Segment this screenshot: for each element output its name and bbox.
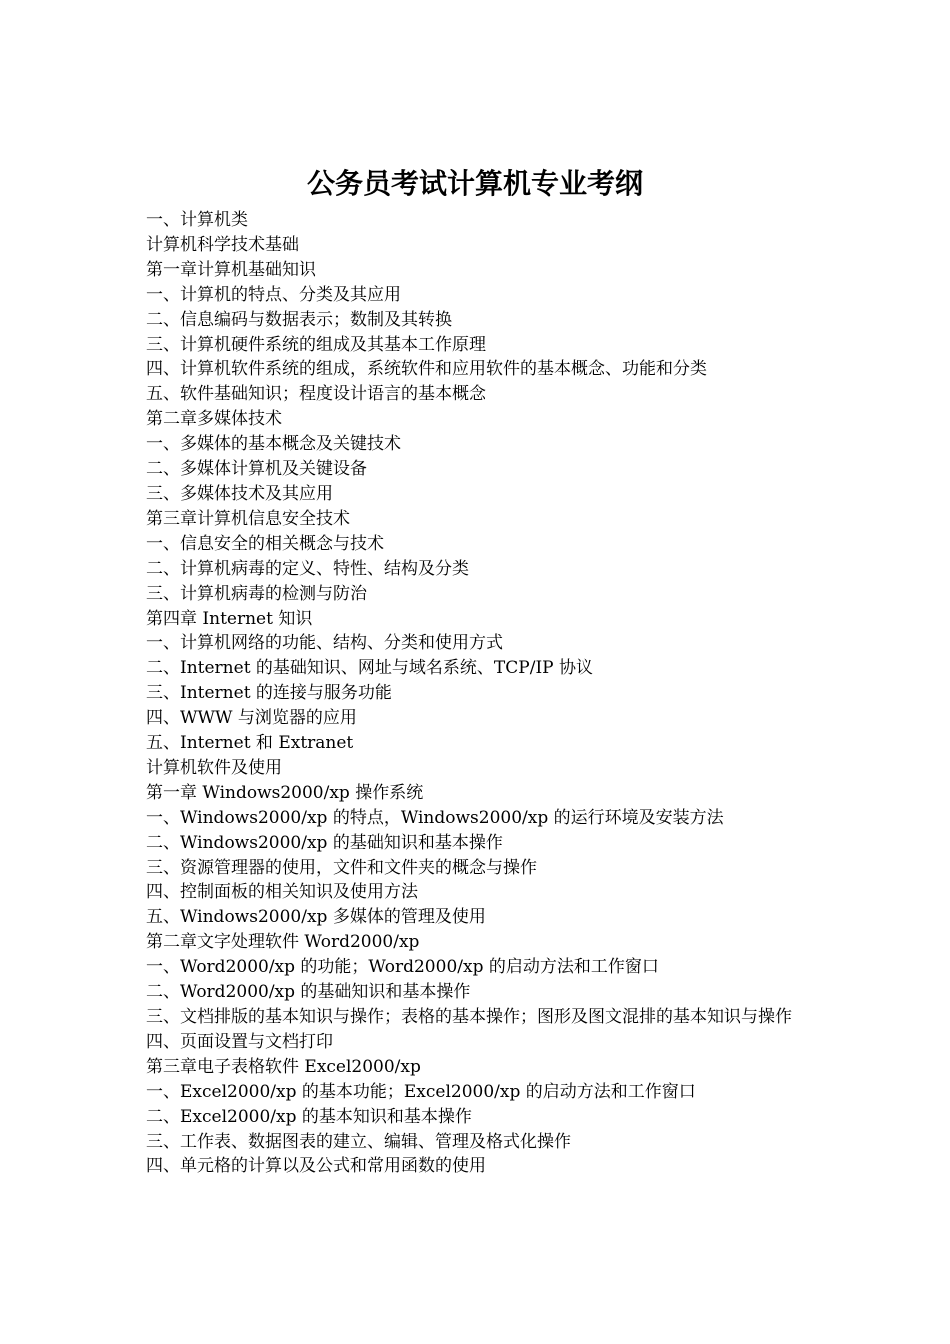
outline-line: 二、多媒体计算机及关键设备: [146, 459, 367, 480]
outline-line: 三、工作表、数据图表的建立、编辑、管理及格式化操作: [146, 1131, 571, 1152]
outline-line: 一、Excel2000/xp 的基本功能；Excel2000/xp 的启动方法和工作窗口: [146, 1081, 696, 1102]
outline-line: 一、计算机网络的功能、结构、分类和使用方式: [146, 633, 503, 654]
outline-line: 二、计算机病毒的定义、特性、结构及分类: [146, 558, 469, 579]
outline-line: 三、资源管理器的使用，文件和文件夹的概念与操作: [146, 857, 537, 878]
outline-line: 第三章计算机信息安全技术: [146, 508, 350, 529]
outline-line: 第一章计算机基础知识: [146, 259, 316, 280]
outline-line: 三、计算机硬件系统的组成及其基本工作原理: [146, 334, 486, 355]
outline-line: 一、Windows2000/xp 的特点，Windows2000/xp 的运行环境及安装方法: [146, 807, 724, 828]
outline-line: 二、信息编码与数据表示；数制及其转换: [146, 309, 452, 330]
outline-line: 四、控制面板的相关知识及使用方法: [146, 882, 418, 903]
outline-line: 三、Internet 的连接与服务功能: [146, 683, 392, 704]
outline-line: 二、Word2000/xp 的基础知识和基本操作: [146, 982, 471, 1003]
outline-line: 第四章 Internet 知识: [146, 608, 313, 629]
outline-line: 第二章文字处理软件 Word2000/xp: [146, 932, 420, 953]
outline-line: 二、Windows2000/xp 的基础知识和基本操作: [146, 832, 503, 853]
outline-line: 一、信息安全的相关概念与技术: [146, 533, 384, 554]
document-title: 公务员考试计算机专业考纲: [306, 167, 643, 200]
outline-line: 五、Internet 和 Extranet: [146, 733, 354, 754]
outline-line: 计算机软件及使用: [146, 757, 282, 778]
outline-line: 四、WWW 与浏览器的应用: [146, 708, 357, 729]
outline-line: 一、计算机的特点、分类及其应用: [146, 284, 401, 305]
outline-line: 第二章多媒体技术: [146, 409, 282, 430]
outline-line: 二、Internet 的基础知识、网址与域名系统、TCP/IP 协议: [146, 658, 593, 679]
outline-line: 一、多媒体的基本概念及关键技术: [146, 434, 401, 455]
outline-line: 计算机科学技术基础: [146, 234, 299, 255]
outline-line: 四、页面设置与文档打印: [146, 1031, 333, 1052]
outline-line: 第一章 Windows2000/xp 操作系统: [146, 782, 424, 803]
syllabus-outline: [146, 208, 826, 1179]
outline-line: 四、计算机软件系统的组成，系统软件和应用软件的基本概念、功能和分类: [146, 359, 707, 380]
outline-line: 一、计算机类: [146, 210, 248, 230]
outline-line: 三、文档排版的基本知识与操作；表格的基本操作；图形及图文混排的基本知识与操作: [146, 1007, 792, 1027]
outline-line: 五、软件基础知识；程度设计语言的基本概念: [146, 384, 486, 405]
outline-line: 一、Word2000/xp 的功能；Word2000/xp 的启动方法和工作窗口: [146, 957, 659, 978]
outline-line: 三、计算机病毒的检测与防治: [146, 583, 367, 604]
outline-line: 三、多媒体技术及其应用: [146, 483, 333, 504]
outline-line: 五、Windows2000/xp 多媒体的管理及使用: [146, 907, 486, 928]
outline-line: 第三章电子表格软件 Excel2000/xp: [146, 1056, 421, 1077]
outline-line: 四、单元格的计算以及公式和常用函数的使用: [146, 1156, 486, 1177]
outline-line: 二、Excel2000/xp 的基本知识和基本操作: [146, 1106, 472, 1127]
